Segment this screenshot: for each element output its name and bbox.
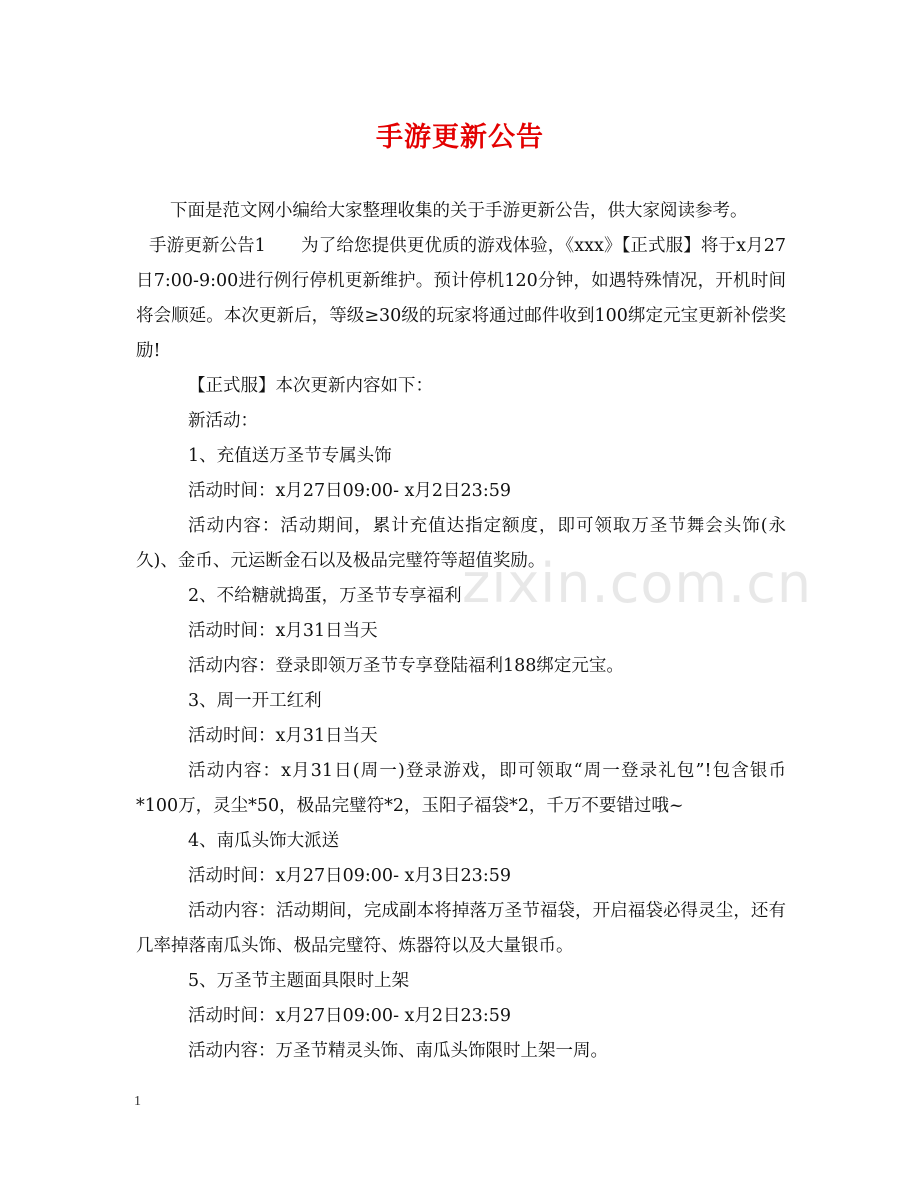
document-title: 手游更新公告 — [376, 122, 544, 153]
activity-2-time: 活动时间：x月31日当天 — [188, 621, 378, 641]
activity-2-title: 2、不给糖就捣蛋，万圣节专享福利 — [188, 586, 462, 606]
activity-3-title: 3、周一开工红利 — [188, 691, 322, 711]
activity-5-title: 5、万圣节主题面具限时上架 — [188, 971, 410, 991]
activity-4-time: 活动时间：x月27日09:00- x月3日23:59 — [188, 866, 511, 886]
activity-1-title: 1、充值送万圣节专属头饰 — [188, 446, 392, 466]
new-activities-heading: 新活动： — [188, 411, 258, 431]
activity-2-content: 活动内容：登录即领万圣节专享登陆福利188绑定元宝。 — [188, 656, 624, 676]
activity-5-content: 活动内容：万圣节精灵头饰、南瓜头饰限时上架一周。 — [188, 1041, 608, 1061]
update-heading: 【正式服】本次更新内容如下： — [188, 376, 433, 396]
activity-4-content: 活动内容：活动期间，完成副本将掉落万圣节福袋，开启福袋必得灵尘，还有几率掉落南瓜头饰、极品完璧符、炼器符以及大量银币。 — [136, 901, 786, 956]
activity-3-time: 活动时间：x月31日当天 — [188, 726, 378, 746]
activity-3-content: 活动内容：x月31日(周一)登录游戏，即可领取“周一登录礼包”!包含银币*100万，灵尘*50，极品完璧符*2，玉阳子福袋*2，千万不要错过哦~ — [136, 761, 786, 816]
activity-4-title: 4、南瓜头饰大派送 — [188, 831, 340, 851]
document-body — [136, 194, 786, 1069]
activity-5-time: 活动时间：x月27日09:00- x月2日23:59 — [188, 1006, 511, 1026]
page-number: 1 — [134, 1094, 141, 1109]
activity-1-time: 活动时间：x月27日09:00- x月2日23:59 — [188, 481, 511, 501]
intro-paragraph: 下面是范文网小编给大家整理收集的关于手游更新公告，供大家阅读参考。 — [170, 201, 748, 221]
announcement-paragraph: 手游更新公告1 为了给您提供更优质的游戏体验，《xxx》【正式服】将于x月27日7:00-9:00进行例行停机更新维护。预计停机120分钟，如遇特殊情况，开机时间将会顺延。本次更新后，等级≥30级的玩家将通过邮件收到100绑定元宝更新补偿奖励! — [136, 236, 786, 361]
watermark: zixin.com.cn — [462, 552, 813, 615]
activity-1-content: 活动内容：活动期间，累计充值达指定额度，即可领取万圣节舞会头饰(永久)、金币、元运断金石以及极品完璧符等超值奖励。 — [136, 516, 786, 571]
